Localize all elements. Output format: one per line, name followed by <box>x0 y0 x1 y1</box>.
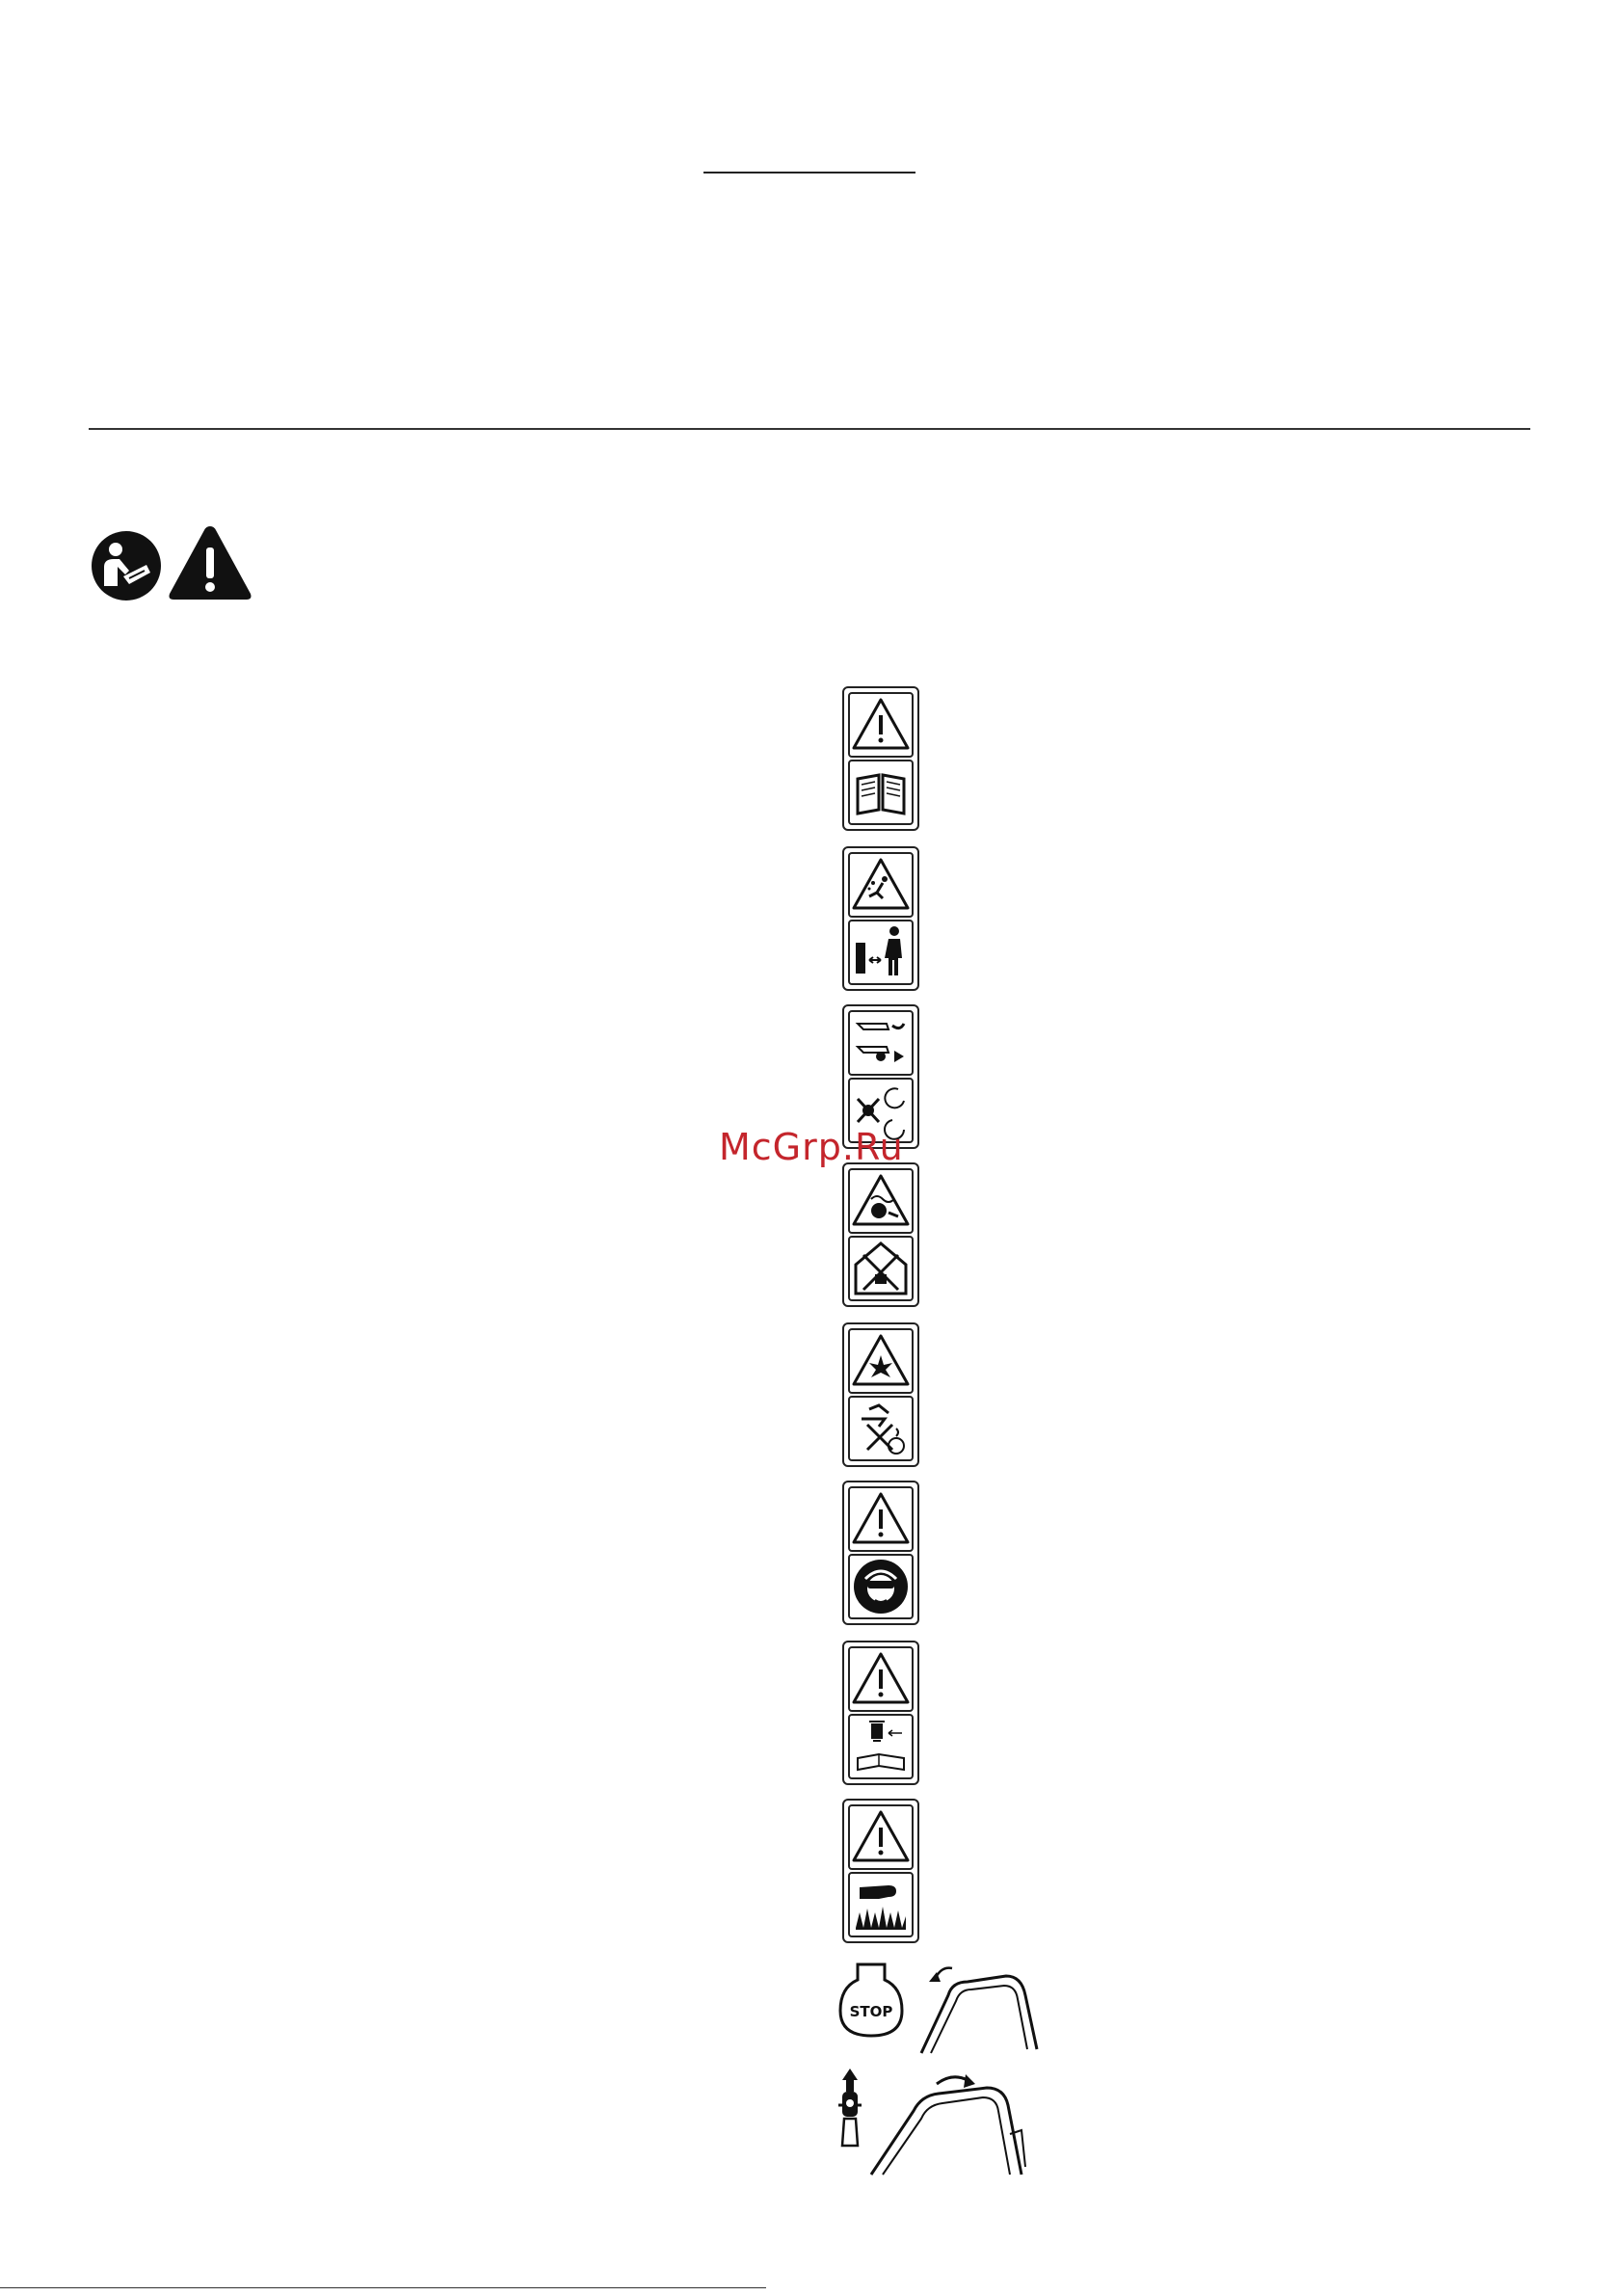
manual-book-icon <box>848 760 914 825</box>
no-indoor-use-icon <box>848 1236 914 1301</box>
warning-triangle-icon <box>848 692 914 758</box>
warning-triangle-icon <box>848 1646 914 1712</box>
spark-plug-maintenance-icon <box>848 1714 914 1779</box>
symbol-thrown-objects <box>842 846 919 991</box>
warning-triangle-icon <box>848 1486 914 1552</box>
section-divider <box>89 428 1530 430</box>
stop-handle-icon <box>833 1957 1045 2055</box>
stop-label: STOP <box>849 2003 893 2020</box>
fuel-no-smoking-icon <box>848 1396 914 1461</box>
start-handle-icon <box>833 2067 1045 2178</box>
symbol-fire-hazard <box>842 1322 919 1467</box>
warning-triangle-icon <box>168 522 252 601</box>
keep-distance-icon <box>848 920 914 985</box>
symbol-hand-hazard <box>842 1799 919 1943</box>
warning-triangle-icon <box>848 1804 914 1870</box>
thrown-objects-icon <box>848 852 914 918</box>
title-underline <box>703 172 915 174</box>
symbol-read-manual <box>842 686 919 831</box>
toxic-fumes-icon <box>848 1168 914 1234</box>
watermark: McGrp.Ru <box>719 1126 904 1168</box>
ear-eye-protection-icon <box>848 1554 914 1619</box>
symbol-protective-gear <box>842 1481 919 1625</box>
read-manual-person-icon <box>91 530 162 601</box>
symbol-maintenance <box>842 1641 919 1785</box>
footer-rule <box>0 2287 766 2288</box>
fire-hazard-icon <box>848 1328 914 1394</box>
symbol-toxic-fumes <box>842 1162 919 1307</box>
blade-rotation-icon <box>848 1010 914 1076</box>
hand-blade-hazard-icon <box>848 1872 914 1937</box>
